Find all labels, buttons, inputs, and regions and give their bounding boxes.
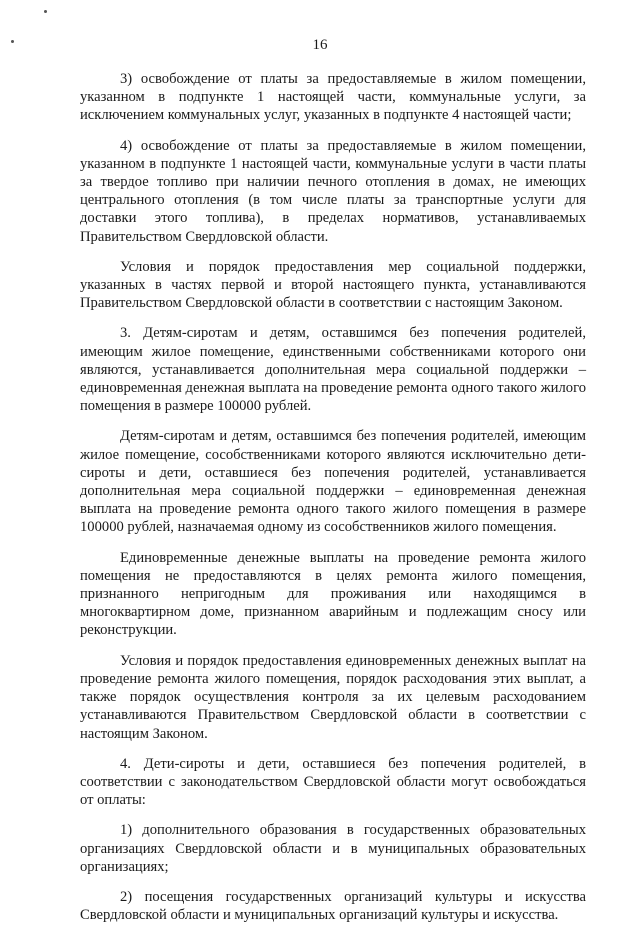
paragraph-item-4: 4) освобождение от платы за предоставляемые в жилом помещении, указанном в подпункте 1 настоящей части, коммунальные услуги в части платы за твердое топливо при наличии печного отопления в домах, не имеющих центрального отопления (в том числе платы за транспортные услуги для доставки этого топлива), в пределах нормативов, устанавливаемых Правительством Свердловской области. [80,137,586,245]
paragraph-conditions-1: Условия и порядок предоставления мер социальной поддержки, указанных в частях первой и второй настоящего пункта, устанавливаются Правительством Свердловской области в соответствии с настоящим Законом. [80,258,586,312]
page-number: 16 [312,37,328,53]
paragraph-point-4: 4. Дети-сироты и дети, оставшиеся без попечения родителей, в соответствии с законодательством Свердловской области могут освобождаться от оплаты: [80,755,586,809]
paragraph-item-3: 3) освобождение от платы за предоставляемые в жилом помещении, указанном в подпункте 1 настоящей части, коммунальные услуги, за исключением коммунальных услуг, указанных в подпункте 4 настоящей части; [80,71,586,124]
paragraph-subitem-1: 1) дополнительного образования в государственных образовательных организациях Свердловской области и в муниципальных образовательных организациях; [80,822,586,875]
paragraph-subitem-2: 2) посещения государственных организаций культуры и искусства Свердловской области и муниципальных организаций культуры и искусства. [80,888,586,924]
document-body [80,70,586,936]
paragraph-point-3: 3. Детям-сиротам и детям, оставшимся без попечения родителей, имеющим жилое помещение, единственными собственниками которого они являются, устанавливается дополнительная мера социальной поддержки – единовременная денежная выплата на проведение ремонта одного такого жилого помещения в размере 100000 рублей. [80,325,586,415]
scan-speck [44,10,47,13]
paragraph-exclusion: Единовременные денежные выплаты на проведение ремонта жилого помещения не предоставляются в целях ремонта жилого помещения, признанного непригодным для проживания или находящимся в многоквартирном доме, признанном аварийным и подлежащим сносу или реконструкции. [80,549,586,639]
paragraph-conditions-2: Условия и порядок предоставления единовременных денежных выплат на проведение ремонта жилого помещения, порядок расходования этих выплат, а также порядок осуществления контроля за их целевым расходованием устанавливаются Правительством Свердловской области в соответствии с настоящим Законом. [80,652,586,742]
paragraph-co-owners: Детям-сиротам и детям, оставшимся без попечения родителей, имеющим жилое помещение, сособственниками которого являются исключительно дети-сироты и дети, оставшиеся без попечения родителей, устанавливается дополнительная мера социальной поддержки – единовременная денежная выплата на проведение ремонта одного такого жилого помещения в размере 100000 рублей, назначаемая одному из сособственников жилого помещения. [80,428,586,536]
